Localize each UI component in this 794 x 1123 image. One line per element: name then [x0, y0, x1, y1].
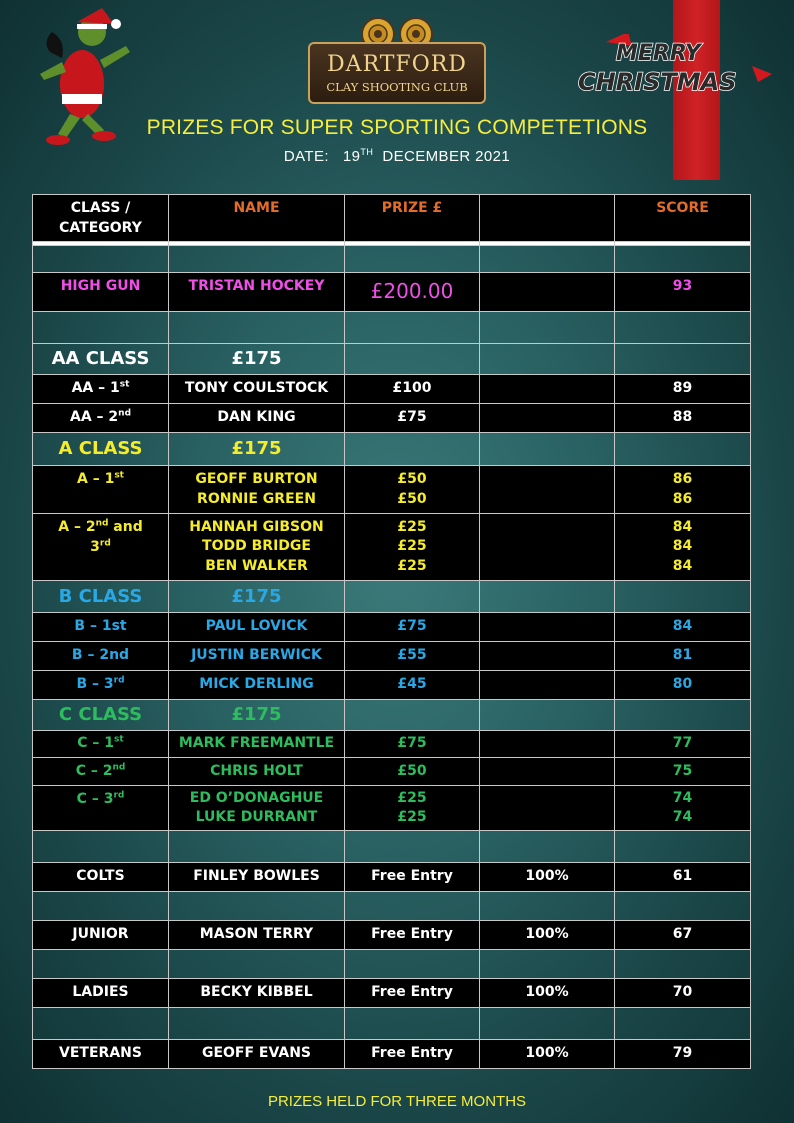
row-prize: Free Entry [345, 1040, 480, 1069]
class-heading-row [33, 433, 751, 466]
club-subtitle: CLAY SHOOTING CLUB [326, 80, 468, 94]
table-row [33, 404, 751, 433]
row-prize: Free Entry [345, 921, 480, 950]
row-score: 81 [615, 642, 751, 671]
club-name: DARTFORD [327, 52, 467, 77]
row-prizes: £50 £50 [345, 466, 480, 514]
row-name: JUSTIN BERWICK [169, 642, 345, 671]
class-heading-row [33, 344, 751, 375]
row-names: HANNAH GIBSON TODD BRIDGE BEN WALKER [169, 514, 345, 581]
row-score: 61 [615, 863, 751, 892]
spacer-row [33, 312, 751, 344]
row-name: DAN KING [169, 404, 345, 433]
footer-note: PRIZES HELD FOR THREE MONTHS [267, 1093, 527, 1110]
row-name: BECKY KIBBEL [169, 979, 345, 1008]
row-class: C – 2nd [33, 758, 169, 786]
table-row [33, 466, 751, 514]
row-class: AA – 2nd [33, 404, 169, 433]
row-score: 88 [615, 404, 751, 433]
row-scores: 86 86 [615, 466, 751, 514]
class-title: A CLASS [33, 433, 169, 466]
row-prize: Free Entry [345, 979, 480, 1008]
row-class: A – 1st [33, 466, 169, 514]
greeting-line2: CHRISTMAS [578, 68, 737, 96]
class-title: AA CLASS [33, 344, 169, 375]
header-score: SCORE [615, 195, 751, 242]
spacer-row [33, 1008, 751, 1040]
table-row [33, 786, 751, 831]
table-row [33, 514, 751, 581]
row-scores: 84 84 84 [615, 514, 751, 581]
row-class: C – 1st [33, 731, 169, 758]
class-heading-row [33, 700, 751, 731]
row-class: B – 3rd [33, 671, 169, 700]
table-row [33, 979, 751, 1008]
header-prize: PRIZE £ [345, 195, 480, 242]
table-row [33, 671, 751, 700]
table-row [33, 642, 751, 671]
row-names: ED O’DONAGHUE LUKE DURRANT [169, 786, 345, 831]
row-score: 67 [615, 921, 751, 950]
row-class: B – 1st [33, 613, 169, 642]
spacer-row [33, 246, 751, 273]
row-score: 77 [615, 731, 751, 758]
row-class: JUNIOR [33, 921, 169, 950]
date-day: 19 [342, 148, 361, 165]
row-score: 84 [615, 613, 751, 642]
row-prize: Free Entry [345, 863, 480, 892]
table-header-row [33, 195, 751, 242]
date-month-year: DECEMBER 2021 [382, 148, 511, 165]
row-class: AA – 1st [33, 375, 169, 404]
row-names: GEOFF BURTON RONNIE GREEN [169, 466, 345, 514]
row-prize: £50 [345, 758, 480, 786]
row-name: TONY COULSTOCK [169, 375, 345, 404]
class-pot: £175 [169, 433, 345, 466]
row-name: PAUL LOVICK [169, 613, 345, 642]
row-name: GEOFF EVANS [169, 1040, 345, 1069]
row-prizes: £25 £25 £25 [345, 514, 480, 581]
row-class: COLTS [33, 863, 169, 892]
row-score: 70 [615, 979, 751, 1008]
greeting-line1: MERRY [616, 41, 701, 66]
row-class: LADIES [33, 979, 169, 1008]
table-row [33, 758, 751, 786]
row-name: MARK FREEMANTLE [169, 731, 345, 758]
row-name: MICK DERLING [169, 671, 345, 700]
row-extra: 100% [480, 863, 615, 892]
header-name: NAME [169, 195, 345, 242]
row-prize: £55 [345, 642, 480, 671]
spacer-row [33, 950, 751, 979]
table-row [33, 863, 751, 892]
date-day-suffix: TH [360, 147, 374, 157]
table-row [33, 273, 751, 312]
merry-christmas-badge [576, 34, 774, 100]
row-prize: £100 [345, 375, 480, 404]
table-row [33, 1040, 751, 1069]
row-extra: 100% [480, 1040, 615, 1069]
class-title: B CLASS [33, 581, 169, 613]
row-score: 79 [615, 1040, 751, 1069]
club-logo [308, 16, 486, 104]
row-class: HIGH GUN [33, 273, 169, 312]
row-name: FINLEY BOWLES [169, 863, 345, 892]
table-row [33, 375, 751, 404]
class-title: C CLASS [33, 700, 169, 731]
page-title: PRIZES FOR SUPER SPORTING COMPETETIONS [146, 116, 648, 139]
row-prize: £75 [345, 404, 480, 433]
row-score: 89 [615, 375, 751, 404]
table-row [33, 921, 751, 950]
row-extra: 100% [480, 921, 615, 950]
row-prize: £200.00 [345, 273, 480, 312]
class-pot: £175 [169, 700, 345, 731]
row-name: CHRIS HOLT [169, 758, 345, 786]
row-score: 93 [615, 273, 751, 312]
prize-table [32, 194, 751, 1069]
header-extra [480, 195, 615, 242]
row-prize: £75 [345, 613, 480, 642]
row-name: TRISTAN HOCKEY [169, 273, 345, 312]
spacer-row [33, 892, 751, 921]
row-prize: £75 [345, 731, 480, 758]
header-class: CLASS / CATEGORY [33, 195, 169, 242]
row-class: C – 3rd [33, 786, 169, 831]
row-score: 80 [615, 671, 751, 700]
row-class: A – 2nd and 3rd [33, 514, 169, 581]
class-pot: £175 [169, 581, 345, 613]
row-class: VETERANS [33, 1040, 169, 1069]
table-row [33, 731, 751, 758]
row-name: MASON TERRY [169, 921, 345, 950]
row-class: B – 2nd [33, 642, 169, 671]
row-prizes: £25 £25 [345, 786, 480, 831]
date-label: DATE: [283, 148, 329, 165]
event-date [0, 147, 794, 165]
table-row [33, 613, 751, 642]
spacer-row [33, 831, 751, 863]
class-heading-row [33, 581, 751, 613]
row-extra: 100% [480, 979, 615, 1008]
class-pot: £175 [169, 344, 345, 375]
row-prize: £45 [345, 671, 480, 700]
row-scores: 74 74 [615, 786, 751, 831]
row-score: 75 [615, 758, 751, 786]
